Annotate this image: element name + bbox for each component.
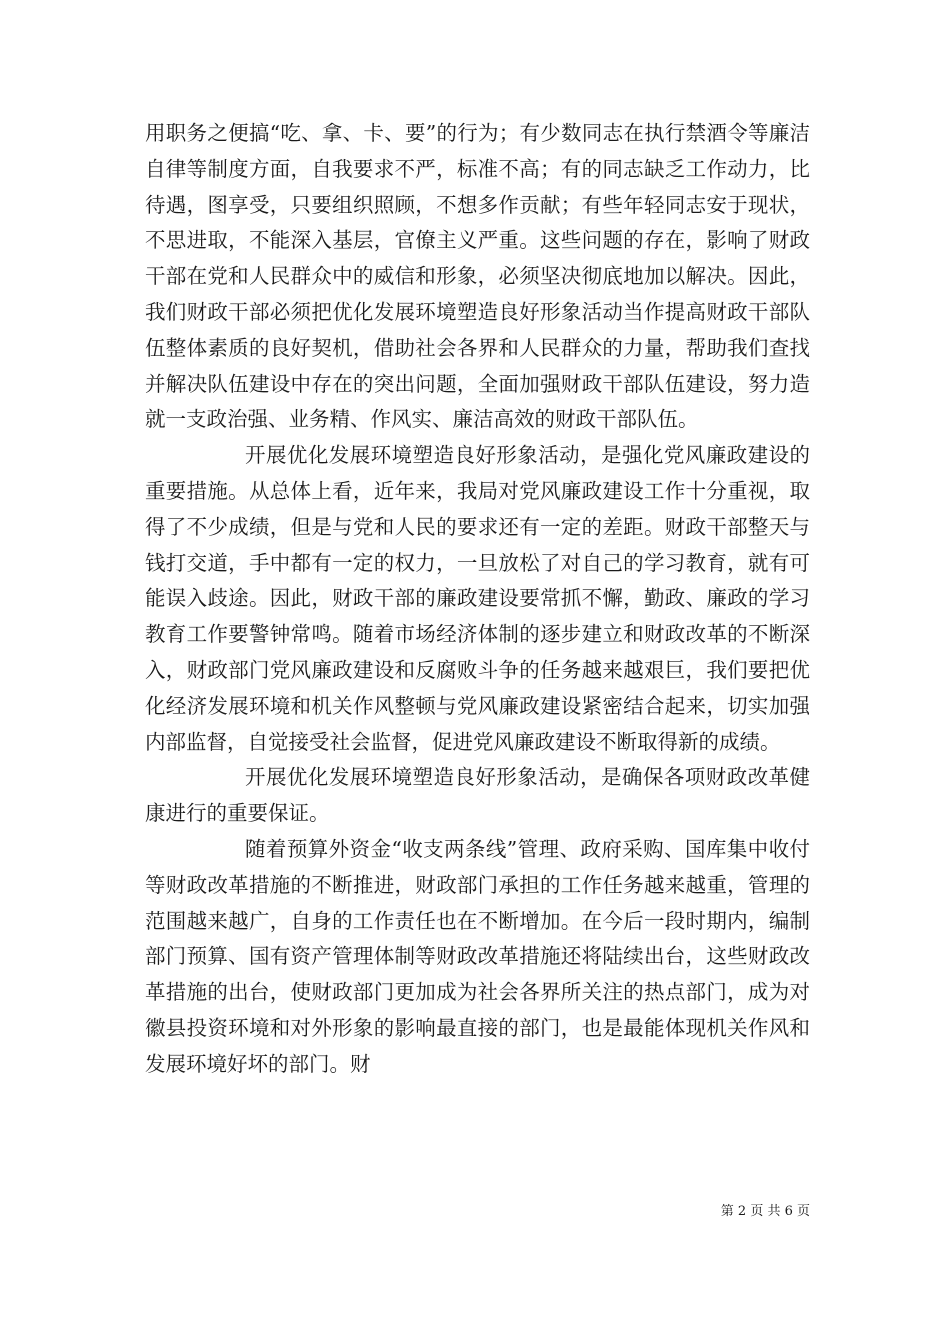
paragraph-4: 随着预算外资金“收支两条线”管理、政府采购、国库集中收付等财政改革措施的不断推进，财政部门承担的工作任务越来越重，管理的范围越来越广，自身的工作责任也在不断增加。在今后一段时期内，编制部门预算、国有资产管理体制等财政改革措施还将陆续出台，这些财政改革措施的出台，使财政部门更加成为社会各界所关注的热点部门，成为对徽县投资环境和对外形象的影响最直接的部门，也是最能体现机关作风和发展环境好坏的部门。财 <box>145 836 810 1076</box>
paragraph-3: 开展优化发展环境塑造良好形象活动，是确保各项财政改革健康进行的重要保证。 <box>145 765 810 826</box>
document-body <box>145 116 810 1083</box>
page-number-footer: 第 2 页 共 6 页 <box>720 1204 810 1219</box>
paragraph-1: 用职务之便搞“吃、拿、卡、要”的行为；有少数同志在执行禁酒令等廉洁自律等制度方面，自我要求不严，标准不高；有的同志缺乏工作动力，比待遇，图享受，只要组织照顾，不想多作贡献；有些年轻同志安于现状，不思进取，不能深入基层，官僚主义严重。这些问题的存在，影响了财政干部在党和人民群众中的威信和形象，必须坚决彻底地加以解决。因此，我们财政干部必须把优化发展环境塑造良好形象活动当作提高财政干部队伍整体素质的良好契机，借助社会各界和人民群众的力量，帮助我们查找并解决队伍建设中存在的突出问题，全面加强财政干部队伍建设，努力造就一支政治强、业务精、作风实、廉洁高效的财政干部队伍。 <box>145 121 810 432</box>
paragraph-2: 开展优化发展环境塑造良好形象活动，是强化党风廉政建设的重要措施。从总体上看，近年来，我局对党风廉政建设工作十分重视，取得了不少成绩，但是与党和人民的要求还有一定的差距。财政干部整天与钱打交道，手中都有一定的权力，一旦放松了对自己的学习教育，就有可能误入歧途。因此，财政干部的廉政建设要常抓不懈，勤政、廉政的学习教育工作要警钟常鸣。随着市场经济体制的逐步建立和财政改革的不断深入，财政部门党风廉政建设和反腐败斗争的任务越来越艰巨，我们要把优化经济发展环境和机关作风整顿与党风廉政建设紧密结合起来，切实加强内部监督，自觉接受社会监督，促进党风廉政建设不断取得新的成绩。 <box>145 443 810 754</box>
